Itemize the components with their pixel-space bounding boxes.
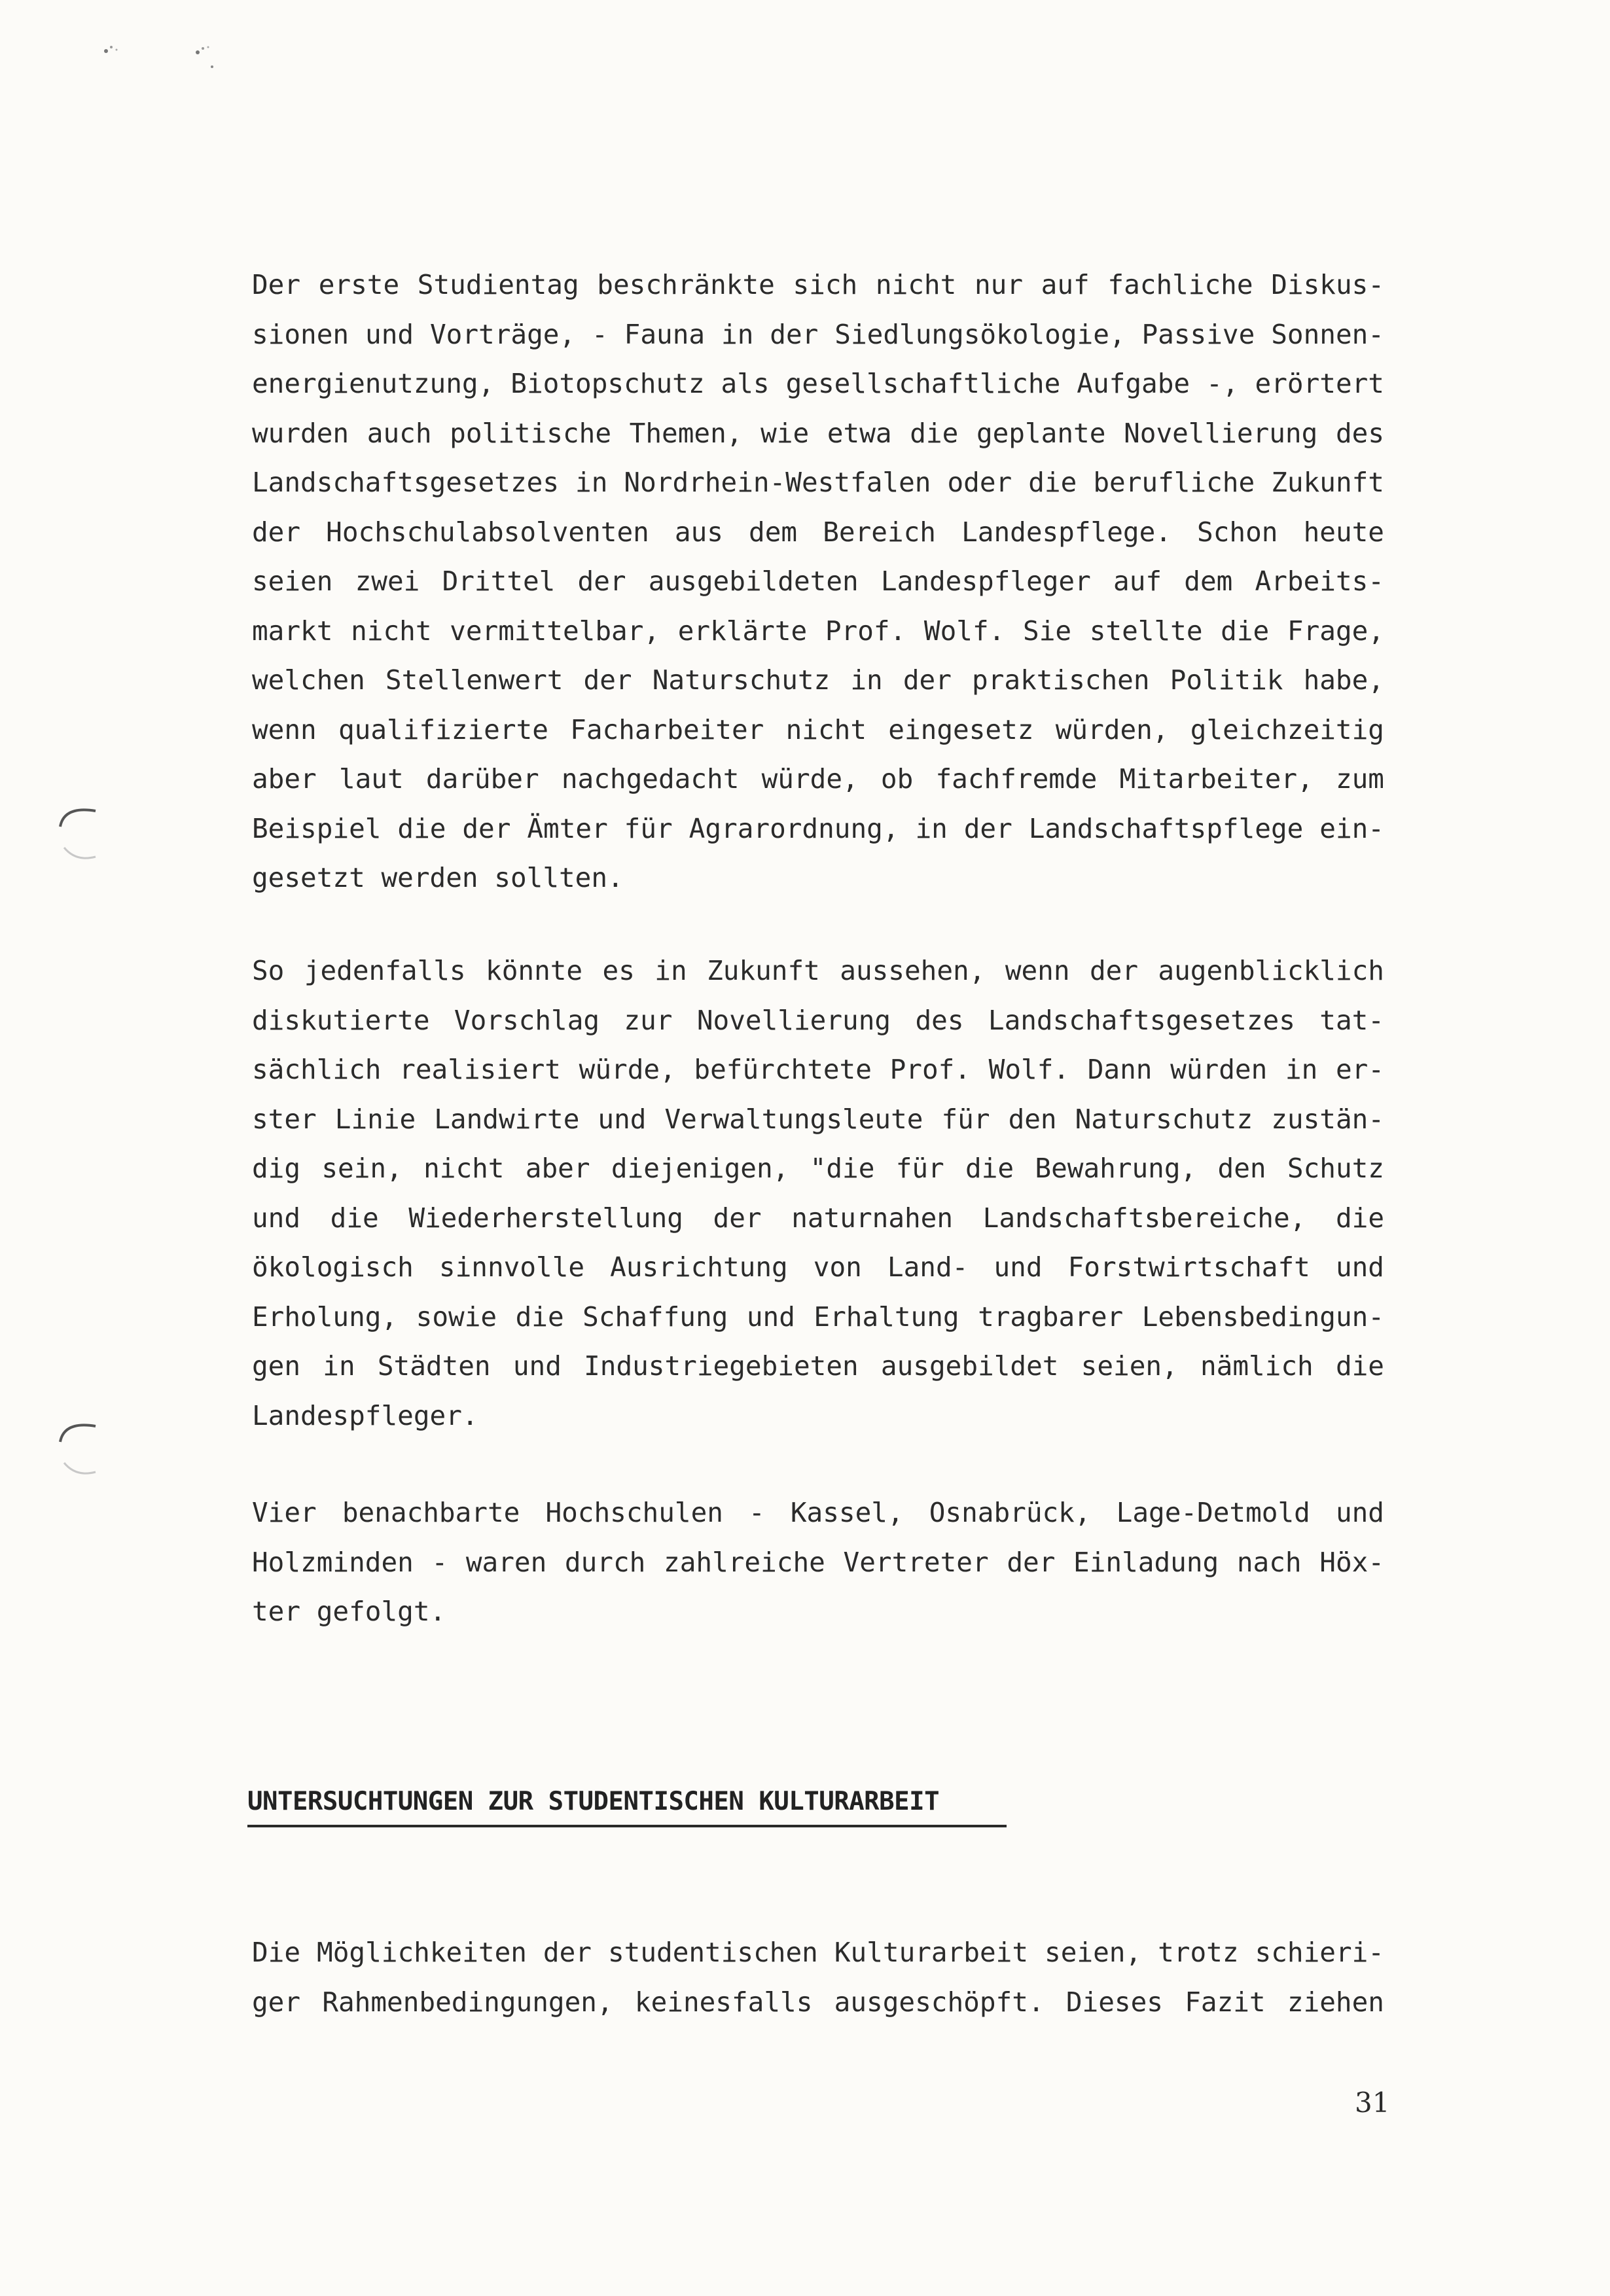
page-number: 31 (1355, 2087, 1390, 2119)
paragraph-first-study-day (252, 260, 1384, 903)
text-line: seien zwei Drittel der ausgebildeten Landespfleger auf dem Arbeits- (252, 565, 1384, 597)
text-line: So jedenfalls könnte es in Zukunft aussehen, wenn der augenblicklich (252, 955, 1384, 986)
text-line: der Hochschulabsolventen aus dem Bereich Landespflege. Schon heute (252, 516, 1384, 548)
text-line: wenn qualifizierte Facharbeiter nicht eingesetz würden, gleichzeitig (252, 713, 1384, 745)
text-line: ger Rahmenbedingungen, keinesfalls ausgeschöpft. Dieses Fazit ziehen (252, 1986, 1384, 2018)
text-line: diskutierte Vorschlag zur Novellierung des Landschaftsgesetzes tat- (252, 1004, 1384, 1036)
text-line: und die Wiederherstellung der naturnahen Landschaftsbereiche, die (252, 1202, 1384, 1234)
punch-hole-bottom (58, 1417, 99, 1482)
text-line: Landschaftsgesetzes in Nordrhein-Westfalen oder die berufliche Zukunft (252, 467, 1384, 498)
text-line: ökologisch sinnvolle Ausrichtung von Land- und Forstwirtschaft und (252, 1251, 1384, 1283)
text-line: ster Linie Landwirte und Verwaltungsleute für den Naturschutz zustän- (252, 1103, 1384, 1135)
paragraph-future-outlook (252, 946, 1384, 1441)
text-line: Die Möglichkeiten der studentischen Kulturarbeit seien, trotz schieri- (252, 1937, 1384, 1968)
text-line: dig sein, nicht aber diejenigen, "die für die Bewahrung, den Schutz (252, 1153, 1384, 1184)
text-line: Der erste Studientag beschränkte sich nicht nur auf fachliche Diskus- (252, 269, 1384, 300)
scan-specks (92, 33, 262, 72)
heading-underline (247, 1825, 1007, 1827)
text-line: sächlich realisiert würde, befürchtete Prof. Wolf. Dann würden in er- (252, 1054, 1384, 1085)
paragraph-neighbouring-universities (252, 1488, 1384, 1637)
text-line: gesetzt werden sollten. (252, 862, 624, 893)
text-line: Beispiel die der Ämter für Agrarordnung, in der Landschaftspflege ein- (252, 812, 1384, 844)
text-line: energienutzung, Biotopschutz als gesellschaftliche Aufgabe -, erörtert (252, 368, 1384, 399)
punch-hole-top (58, 802, 99, 867)
paragraph-cultural-work (252, 1928, 1384, 2027)
text-line: aber laut darüber nachgedacht würde, ob fachfremde Mitarbeiter, zum (252, 763, 1384, 795)
text-line: sionen und Vorträge, - Fauna in der Siedlungsökologie, Passive Sonnen- (252, 318, 1384, 350)
text-line: Landespfleger. (252, 1399, 478, 1431)
text-line: welchen Stellenwert der Naturschutz in der praktischen Politik habe, (252, 664, 1384, 696)
text-line: gen in Städten und Industriegebieten ausgebildet seien, nämlich die (252, 1350, 1384, 1382)
text-line: markt nicht vermittelbar, erklärte Prof. Wolf. Sie stellte die Frage, (252, 615, 1384, 647)
text-line: Erholung, sowie die Schaffung und Erhaltung tragbarer Lebensbedingun- (252, 1300, 1384, 1333)
text-line: Holzminden - waren durch zahlreiche Vertreter der Einladung nach Höx- (252, 1546, 1384, 1578)
text-line: Vier benachbarte Hochschulen - Kassel, Osnabrück, Lage-Detmold und (252, 1497, 1384, 1528)
text-line: wurden auch politische Themen, wie etwa die geplante Novellierung des (252, 417, 1384, 449)
section-heading: UNTERSUCHTUNGEN ZUR STUDENTISCHEN KULTURARBEIT (247, 1787, 940, 1816)
text-line: ter gefolgt. (252, 1596, 446, 1627)
